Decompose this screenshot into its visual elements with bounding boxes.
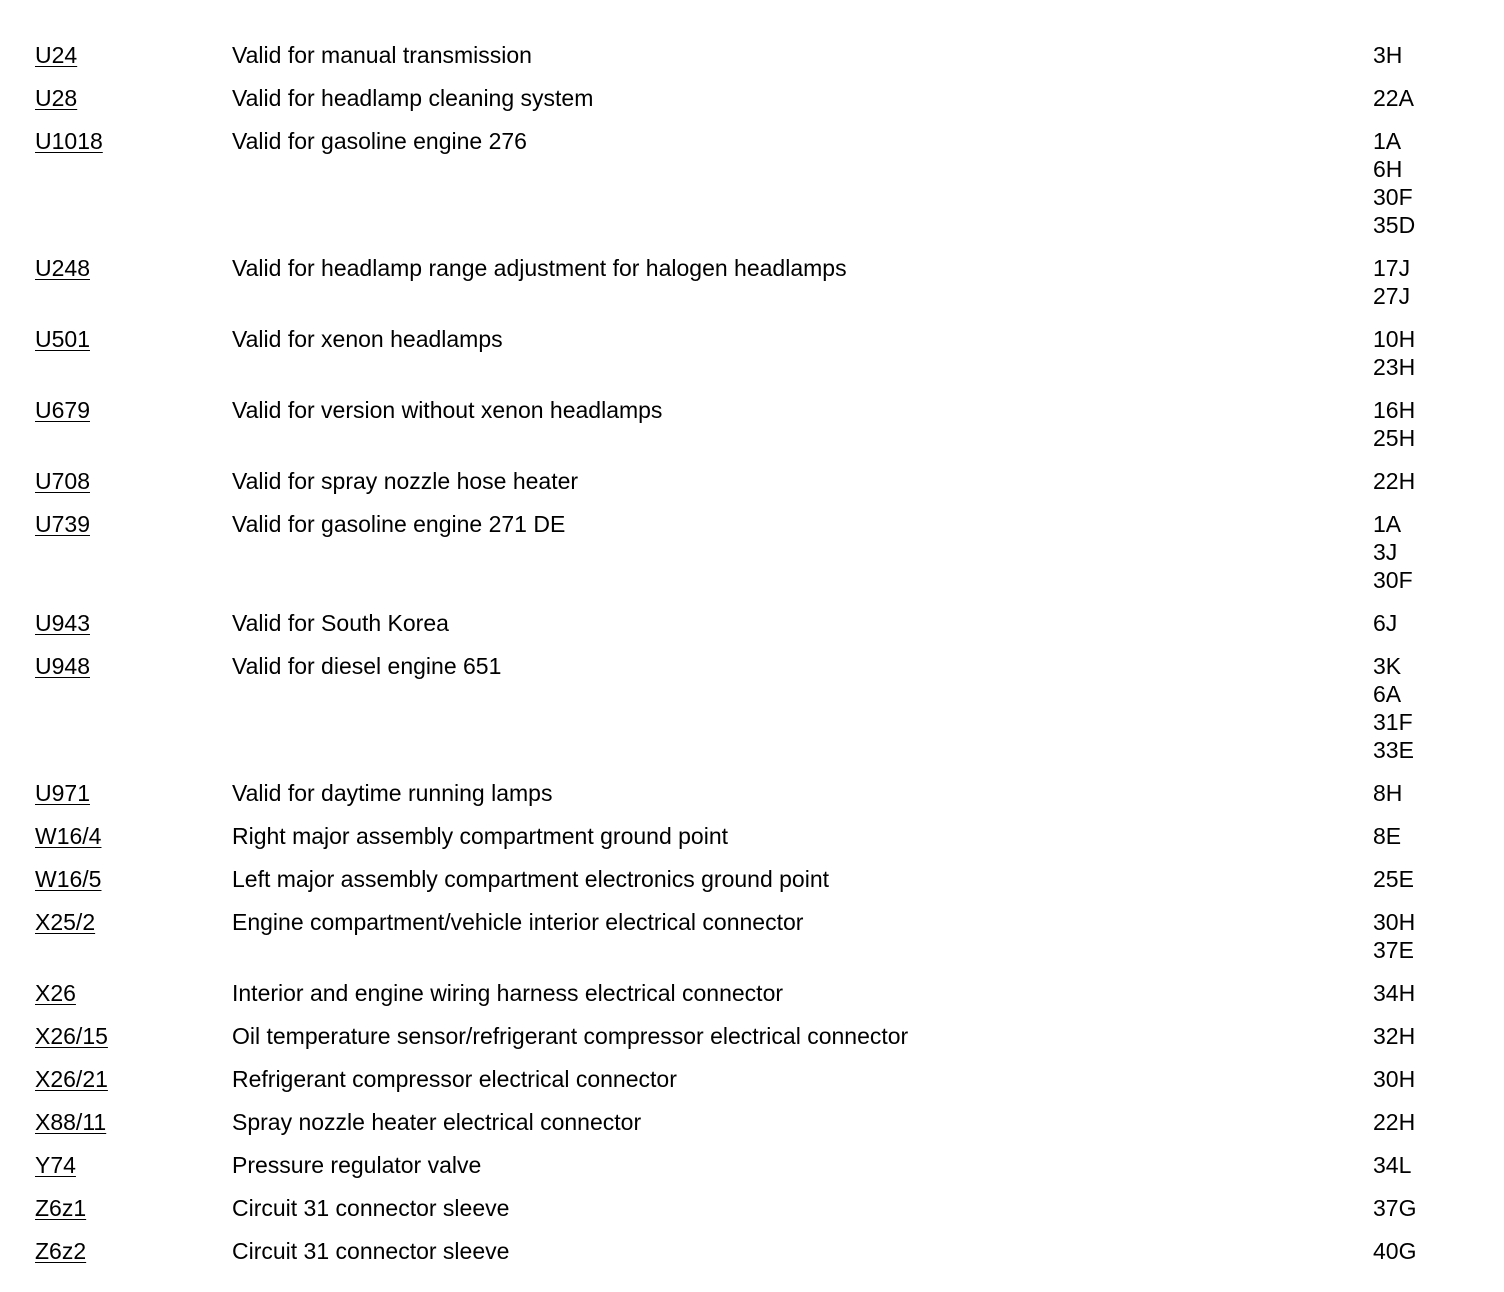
component-code-link[interactable]: W16/4 <box>35 823 102 849</box>
component-code-link[interactable]: U501 <box>35 326 90 352</box>
grid-reference-list <box>1373 325 1415 381</box>
component-description: Pressure regulator valve <box>232 1152 482 1178</box>
grid-reference: 22H <box>1373 468 1416 494</box>
grid-reference: 40G <box>1373 1238 1417 1264</box>
grid-reference-list <box>1373 865 1414 893</box>
grid-reference: 1A <box>1373 511 1402 537</box>
grid-reference-list <box>1373 1151 1411 1179</box>
grid-reference: 30H <box>1373 909 1416 935</box>
component-code-link[interactable]: Z6z1 <box>35 1195 87 1221</box>
component-description: Valid for headlamp range adjustment for halogen headlamps <box>232 255 847 281</box>
component-description: Valid for diesel engine 651 <box>232 653 502 679</box>
component-code-link[interactable]: W16/5 <box>35 866 102 892</box>
component-code-link[interactable]: U943 <box>35 610 90 636</box>
grid-reference: 3H <box>1373 42 1403 68</box>
grid-reference-list <box>1373 609 1397 637</box>
grid-reference: 23H <box>1373 354 1416 380</box>
component-code-link[interactable]: U248 <box>35 255 90 281</box>
component-code-link[interactable]: Z6z2 <box>35 1238 87 1264</box>
grid-reference-list <box>1373 1108 1415 1136</box>
component-description: Valid for spray nozzle hose heater <box>232 468 579 494</box>
component-code-link[interactable]: U708 <box>35 468 90 494</box>
grid-reference-list <box>1373 979 1415 1007</box>
grid-reference: 25H <box>1373 425 1416 451</box>
grid-reference: 34H <box>1373 980 1416 1006</box>
grid-reference-list <box>1373 1065 1415 1093</box>
grid-reference: 8H <box>1373 780 1403 806</box>
grid-reference: 35D <box>1373 212 1416 238</box>
grid-reference: 25E <box>1373 866 1414 892</box>
grid-reference-list <box>1373 254 1410 310</box>
grid-reference: 17J <box>1373 255 1411 281</box>
grid-reference-list <box>1373 1022 1415 1050</box>
grid-reference: 3J <box>1373 539 1398 565</box>
grid-reference: 6J <box>1373 610 1398 636</box>
component-description: Interior and engine wiring harness electrical connector <box>232 980 784 1006</box>
component-description: Circuit 31 connector sleeve <box>232 1195 510 1221</box>
grid-reference: 22A <box>1373 85 1414 111</box>
grid-reference: 1A <box>1373 128 1402 154</box>
component-code-link[interactable]: Y74 <box>35 1152 76 1178</box>
component-code-link[interactable]: U24 <box>35 42 78 68</box>
component-code-link[interactable]: X26 <box>35 980 76 1006</box>
grid-reference-list <box>1373 84 1414 112</box>
grid-reference: 33E <box>1373 737 1414 763</box>
component-code-link[interactable]: X88/11 <box>35 1109 107 1135</box>
grid-reference: 6H <box>1373 156 1403 182</box>
grid-reference: 6A <box>1373 681 1402 707</box>
grid-reference: 30F <box>1373 184 1413 210</box>
component-code-link[interactable]: X25/2 <box>35 909 96 935</box>
grid-reference-list <box>1373 652 1414 764</box>
grid-reference: 30F <box>1373 567 1413 593</box>
grid-reference: 3K <box>1373 653 1402 679</box>
component-description: Valid for manual transmission <box>232 42 532 68</box>
component-description: Valid for gasoline engine 271 DE <box>232 511 566 537</box>
grid-reference-list <box>1373 1237 1416 1265</box>
component-code-link[interactable]: U1018 <box>35 128 103 154</box>
component-description: Right major assembly compartment ground point <box>232 823 729 849</box>
grid-reference-list <box>1373 510 1413 594</box>
component-code-link[interactable]: U971 <box>35 780 90 806</box>
component-code-link[interactable]: X26/21 <box>35 1066 108 1092</box>
grid-reference-list <box>1373 127 1415 239</box>
component-code-link[interactable]: U739 <box>35 511 90 537</box>
grid-reference: 22H <box>1373 1109 1416 1135</box>
component-description: Engine compartment/vehicle interior electrical connector <box>232 909 804 935</box>
grid-reference-list <box>1373 779 1402 807</box>
grid-reference-list <box>1373 822 1401 850</box>
grid-reference: 37E <box>1373 937 1414 963</box>
component-code-link[interactable]: U679 <box>35 397 90 423</box>
component-description: Valid for headlamp cleaning system <box>232 85 594 111</box>
grid-reference: 27J <box>1373 283 1411 309</box>
grid-reference-list <box>1373 467 1415 495</box>
component-code-link[interactable]: U948 <box>35 653 90 679</box>
grid-reference-list <box>1373 396 1415 452</box>
component-description: Circuit 31 connector sleeve <box>232 1238 510 1264</box>
grid-reference: 30H <box>1373 1066 1416 1092</box>
grid-reference: 34L <box>1373 1152 1412 1178</box>
grid-reference-list <box>1373 1194 1416 1222</box>
grid-reference-list <box>1373 908 1415 964</box>
grid-reference: 31F <box>1373 709 1413 735</box>
component-description: Valid for version without xenon headlamps <box>232 397 663 423</box>
grid-reference: 10H <box>1373 326 1416 352</box>
component-code-link[interactable]: X26/15 <box>35 1023 108 1049</box>
component-description: Left major assembly compartment electronics ground point <box>232 866 830 892</box>
component-code-link[interactable]: U28 <box>35 85 78 111</box>
component-description: Valid for South Korea <box>232 610 449 636</box>
grid-reference: 8E <box>1373 823 1402 849</box>
component-description: Valid for gasoline engine 276 <box>232 128 527 154</box>
component-description: Oil temperature sensor/refrigerant compressor electrical connector <box>232 1023 909 1049</box>
component-description: Valid for xenon headlamps <box>232 326 503 352</box>
component-description: Refrigerant compressor electrical connector <box>232 1066 677 1092</box>
grid-reference: 16H <box>1373 397 1416 423</box>
component-description: Valid for daytime running lamps <box>232 780 553 806</box>
grid-reference: 37G <box>1373 1195 1417 1221</box>
grid-reference-list <box>1373 41 1402 69</box>
grid-reference: 32H <box>1373 1023 1416 1049</box>
component-description: Spray nozzle heater electrical connector <box>232 1109 642 1135</box>
